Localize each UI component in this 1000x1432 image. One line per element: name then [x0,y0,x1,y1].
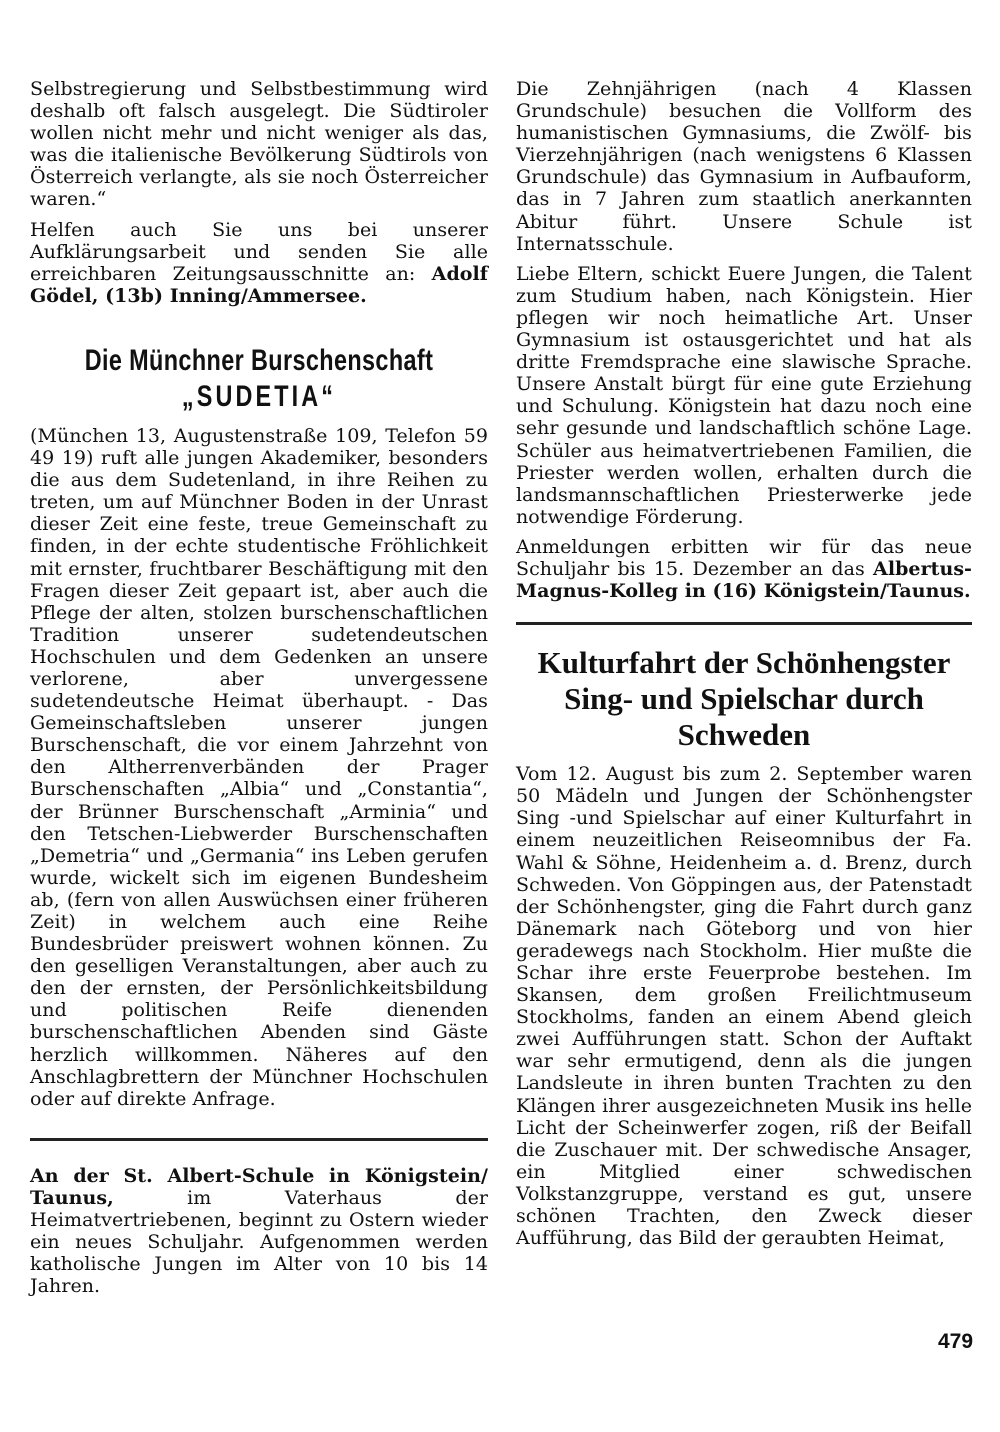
appeal-text: Helfen auch Sie uns bei unserer Aufklärungsarbeit und senden Sie alle erreichbaren Zeitungsausschnitte an: [30,218,488,285]
appeal-address: Adolf Gödel, (13b) Inning/Ammersee. [30,262,488,307]
registration-paragraph [516,536,972,602]
parents-appeal: Liebe Eltern, schickt Euere Jungen, die Talent zum Studium haben, nach Königstein. Hier pflegen wir noch heimatliche Art. Unser Gymnasium ist ostausgerichtet und hat als dritte Fremdsprache eine slawische Sprache. Unsere Anstalt bürgt für eine gute Erziehung und Schulung. Königstein hat dazu noch eine sehr gesunde und landschaftlich schöne Lage. Schüler aus heimatvertriebenen Familien, die Priester werden wollen, erhalten durch die landsmannschaftlichen Priesterwerke jede notwendige Förderung. [516,262,972,528]
albert-school-paragraph [30,1165,488,1298]
albert-school-body: im Vaterhaus der Heimatvertriebenen, beginnt zu Ostern wieder ein neues Schuljahr. Aufgenommen werden katholische Jungen im Alter von 10 bis 14 Jahren. [30,1186,488,1298]
school-continuation: Die Zehnjährigen (nach 4 Klassen Grundschule) besuchen die Vollform des humanistischen Gymnasiums, die Zwölf- bis Vierzehnjährigen (nach wenigstens 6 Klassen Grundschule) das Gymnasium in Aufbauform, das in 7 Jahren zum staatlich anerkannten Abitur führt. Unsere Schule ist Internatsschule. [516,78,972,255]
registration-text: Anmeldungen erbitten wir für das neue Schuljahr bis 15. Dezember an das [516,535,972,580]
section-divider-right [516,622,972,625]
left-column [30,78,488,1305]
kulturfahrt-headline: Kulturfahrt der Schönhengster Sing- und Spielschar durch Schweden [537,645,951,753]
sudetia-body: (München 13, Augustenstraße 109, Telefon 59 49 19) ruft alle jungen Akademiker, besonders die aus dem Sudetenland, in ihre Reihen zu treten, um auf Münchner Boden in der Unrast dieser Zeit eine feste, treue Gemeinschaft zu finden, in der echte studentische Fröhlichkeit mit ernster, fruchtbarer Beschäftigung mit den Fragen dieser Zeit gepaart ist, aber auch die Pflege der alten, stolzen burschenschaftlichen Tradition unserer sudetendeutschen Hochschulen und dem Gedenken an unsere verlorene, aber unvergessene sudetendeutsche Heimat überhaupt. - Das Gemeinschaftsleben unserer jungen Burschenschaft, die vor einem Jahrzehnt von den Altherrenverbänden der Prager Burschenschaften „Albia“ und „Constantia“, der Brünner Burschenschaft „Arminia“ und den Tetschen-Liebwerder Burschenschaften „Demetria“ und „Germania“ ins Leben gerufen wurde, wickelt sich im eigenen Bundesheim ab, (fern von allen Auswüchsen einer früheren Zeit) in welchem auch eine Reihe Bundesbrüder preiswert wohnen können. Zu den geselligen Veranstaltungen, aber auch zu den der ernsten, der Persönlichkeitsbildung und politischen Reife dienenden burschenschaftlichen Abenden sind Gäste herzlich willkommen. Näheres auf den Anschlagbrettern der Münchner Hochschulen oder auf direkte Anfrage. [30,424,488,1110]
sudetia-headline [80,343,437,415]
albert-school-lead: An der St. Albert-Schule in Königstein/ Taunus, [30,1164,488,1209]
intro-paragraph: Selbstregierung und Selbstbestimmung wird deshalb oft falsch ausgelegt. Die Südtiroler wollen nicht mehr und nicht weniger als das, was die italienische Bevölkerung Südtirols von Österreich verlangte, als sie noch Österreicher waren.“ [30,78,488,211]
registration-address: Albertus-Magnus-Kolleg in (16) Königstein/Taunus. [516,557,972,603]
kulturfahrt-body: Vom 12. August bis zum 2. September waren 50 Mädeln und Jungen der Schönhengster Sing -und Spielschar auf einer Kulturfahrt in einem neuzeitlichen Reiseomnibus der Fa. Wahl & Söhne, Heidenheim a. d. Brenz, durch Schweden. Von Göppingen aus, der Patenstadt der Schönhengster, ging die Fahrt durch ganz Dänemark nach Göteborg und von hier geradewegs nach Stockholm. Hier mußte die Schar ihre erste Feuerprobe bestehen. Im Skansen, dem großen Freilichtmuseum Stockholms, fanden an einem Abend gleich zwei Aufführungen statt. Schon der Auftakt war sehr ermutigend, denn als die jungen Landsleute in ihren bunten Trachten zu den Klängen ihrer ausgezeichneten Musik ins helle Licht der Scheinwerfer zogen, riß der Beifall die Zuschauer mit. Der schwedische Ansager, ein Mitglied einer schwedischen Volkstanzgruppe, verstand es gut, unsere schönen Trachten, den Zweck dieser Aufführung, das Bild der geraubten Heimat, [516,763,972,1250]
page-number: 479 [938,1330,974,1353]
sudetia-headline-line2: „SUDETIA“ [181,379,337,413]
sudetia-headline-line1: Die Münchner Burschenschaft [84,343,434,377]
appeal-paragraph [30,219,488,307]
section-divider-left [30,1138,488,1141]
right-column [516,78,972,1257]
